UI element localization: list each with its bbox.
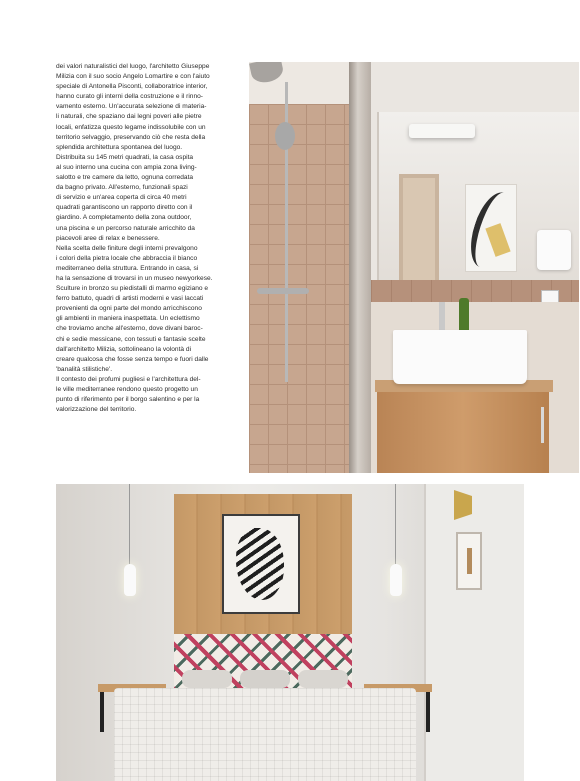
pillow (182, 670, 232, 688)
article-line: una piscina e un percorso naturale arricchito da (56, 224, 195, 232)
article-line: ferro battuto, quadri di artisti moderni e vasi laccati (56, 295, 204, 303)
article-body (56, 62, 240, 415)
bathroom-photo (249, 62, 579, 473)
article-line: Distribuita su 145 metri quadrati, la casa ospita (56, 153, 194, 161)
artwork-zebra-stripes (236, 528, 284, 600)
article-line: giardino. A completamento della zona outdoor, (56, 214, 192, 222)
bed-cover (114, 688, 416, 781)
shower-valve (257, 288, 309, 294)
article-line: quadrati garantiscono un rapporto diretto con il (56, 204, 193, 212)
article-line: punto di riferimento per il borgo salentino e per la (56, 396, 200, 404)
pendant-lamp-left (124, 564, 136, 596)
article-line: speciale di Antonella Pisconti, collaboratrice interior, (56, 83, 208, 91)
article-line: splendida architettura spontanea del luogo. (56, 143, 183, 151)
article-line: al suo interno una cucina con ampia zona living- (56, 163, 197, 171)
wooden-vanity (377, 392, 549, 473)
article-line: dei valori naturalistici del luogo, l'architetto Giuseppe (56, 63, 210, 70)
small-framed-print (456, 532, 482, 590)
bedroom-alcove (424, 484, 524, 781)
vanity-handle (541, 407, 544, 443)
article-line: territorio selvaggio, preservando ciò che resta della (56, 133, 206, 141)
mirror-lamp (409, 124, 475, 138)
article-line: 'banalità stilistiche'. (56, 365, 113, 373)
hand-shower (275, 122, 295, 150)
soap-bottle (459, 298, 469, 332)
article-line: mediterraneo della struttura. Entrando in casa, si (56, 264, 199, 272)
pillow (240, 670, 290, 688)
article-line: li naturali, che spaziano dai legni poveri alle pietre (56, 113, 202, 121)
article-line: provenienti da ogni parte del mondo arricchiscono (56, 305, 202, 313)
mirrored-doorway (399, 174, 439, 284)
nightstand-right-leg (426, 692, 430, 732)
article-line: gli ambienti in maniera inaspettata. Un eclettismo (56, 315, 200, 323)
pendant-cord-left (129, 484, 130, 564)
article-line: hanno curato gli interni della costruzione e il rinno- (56, 93, 203, 101)
bedroom-artwork (222, 514, 300, 614)
article-line: dall'architetto Milizia, sottolineano la volontà di (56, 345, 192, 353)
article-line: Nella scelta delle finiture degli interni prevalgono (56, 244, 198, 252)
vessel-sink (393, 330, 527, 384)
article-line: che troviamo anche all'esterno, dove divani baroc- (56, 325, 203, 333)
article-line: vamento esterno. Un'accurata selezione di materia- (56, 103, 207, 111)
article-line: i colori della pietra locale che abbraccia il bianco (56, 254, 198, 262)
pendant-cord-right (395, 484, 396, 564)
article-line: Sculture in bronzo su piedistalli di marmo egiziano e (56, 285, 209, 293)
print-figure (467, 548, 472, 574)
nightstand-left-leg (100, 692, 104, 732)
shower-glass-edge (349, 62, 371, 473)
bathroom-artwork (465, 184, 517, 272)
bedroom-photo (56, 484, 524, 781)
article-line: Milizia con il suo socio Angelo Lomartire e con l'aiuto (56, 73, 210, 81)
pillow (298, 670, 348, 688)
article-line: piacevoli aree di relax e benessere. (56, 234, 160, 242)
article-line: salotto e tre camere da letto, ognuna corredata (56, 174, 194, 182)
article-line: valorizzazione del territorio. (56, 406, 137, 414)
article-line: chi e sedie messicane, con tessuti e fantasie scelte (56, 335, 206, 343)
article-line: Il contesto dei profumi pugliesi e l'architettura del- (56, 375, 201, 383)
article-line: ha la sensazione di trovarsi in un museo newyorkese. (56, 274, 213, 282)
article-line: le ville mediterranee rendono questo progetto un (56, 386, 198, 393)
article-line: locali, enfatizza questo legame indissolubile con un (56, 123, 206, 131)
article-line: di servizio e un'area coperta di circa 40 metri (56, 194, 187, 202)
pendant-lamp-right (390, 564, 402, 596)
faucet (439, 302, 445, 332)
article-line: creare qualcosa che fosse senza tempo e fuori dalle (56, 355, 209, 363)
article-line: da bagno privato. All'esterno, funzionali spazi (56, 184, 188, 192)
towel (537, 230, 571, 270)
